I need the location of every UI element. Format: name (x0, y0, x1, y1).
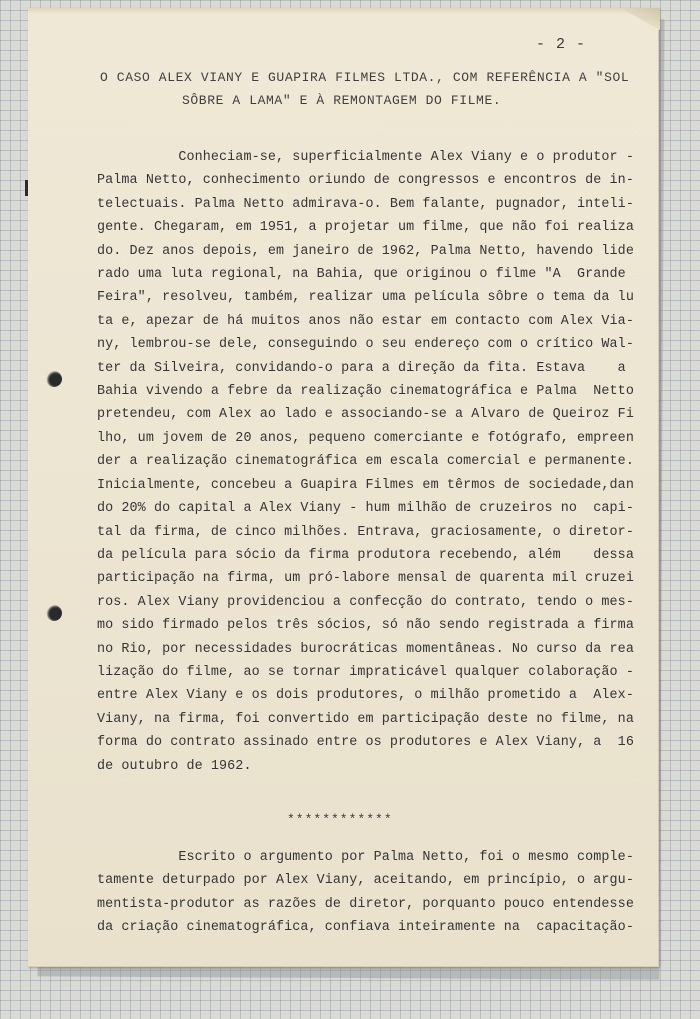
text-line: Palma Netto, conhecimento oriundo de congressos e encontros de in- (97, 173, 634, 189)
page-corner-fold (620, 8, 660, 30)
section-separator: ************ (287, 812, 393, 827)
paragraph-1 (97, 146, 634, 778)
text-line: Conheciam-se, superficialmente Alex Viany e o produtor - (97, 150, 634, 165)
text-line: Escrito o argumento por Palma Netto, foi o mesmo comple- (97, 850, 634, 865)
text-line: ros. Alex Viany providenciou a confecção do contrato, tendo o mes- (97, 594, 634, 610)
text-line: do. Dez anos depois, em janeiro de 1962, Palma Netto, havendo lide (97, 243, 634, 259)
text-line: gente. Chegaram, em 1951, a projetar um filme, que não foi realiza (97, 220, 634, 236)
text-line: Bahia vivendo a febre da realização cinematográfica e Palma Netto (97, 384, 634, 400)
text-line: lização do filme, ao se tornar impraticável qualquer colaboração - (97, 664, 634, 680)
title-line-2: SÔBRE A LAMA" E À REMONTAGEM DO FILME. (182, 93, 502, 108)
punch-hole-upper (46, 371, 62, 387)
text-line: da película para sócio da firma produtora recebendo, além dessa (97, 547, 634, 563)
text-line: tamente deturpado por Alex Viany, aceitando, em princípio, o argu- (97, 873, 634, 889)
text-line: ny, lembrou-se dele, conseguindo o seu endereço com o crítico Wal- (97, 337, 634, 353)
text-line: ter da Silveira, convidando-o para a direção da fita. Estava a (97, 360, 626, 376)
title-line-1: O CASO ALEX VIANY E GUAPIRA FILMES LTDA., COM REFERÊNCIA A "SOL (100, 70, 630, 85)
text-line: Viany, na firma, foi convertido em participação deste no filme, na (97, 711, 634, 727)
text-line: ta e, apezar de há muitos anos não estar em contacto com Alex Via- (97, 313, 634, 329)
text-line: entre Alex Viany e os dois produtores, o milhão prometido a Alex- (97, 688, 634, 704)
text-line: pretendeu, com Alex ao lado e associando-se a Alvaro de Queiroz Fi (97, 407, 634, 423)
text-line: telectuais. Palma Netto admirava-o. Bem falante, pugnador, inteli- (97, 196, 634, 212)
text-line: forma do contrato assinado entre os produtores e Alex Viany, a 16 (97, 735, 634, 751)
page-top-stain (28, 8, 658, 14)
text-line: no Rio, por necessidades burocráticas momentâneas. No curso da rea (97, 641, 634, 657)
text-line: de outubro de 1962. (97, 758, 252, 774)
text-line: Inicialmente, concebeu a Guapira Filmes em têrmos de sociedade,dan (97, 477, 634, 493)
text-line: mentista-produtor as razões de diretor, porquanto pouco entendesse (97, 896, 634, 912)
document-title (100, 66, 630, 112)
paragraph-2 (97, 846, 634, 940)
text-line: rado uma luta regional, na Bahia, que originou o filme "A Grande (97, 267, 626, 283)
left-edge-mark (25, 180, 28, 196)
text-line: do 20% do capital a Alex Viany - hum milhão de cruzeiros no capi- (97, 501, 634, 517)
text-line: da criação cinematográfica, confiava inteiramente na capacitação- (97, 920, 634, 936)
text-line: mo sido firmado pelos três sócios, só não sendo registrada a firma (97, 618, 634, 634)
text-line: tal da firma, de cinco milhões. Entrava, graciosamente, o diretor- (97, 524, 634, 540)
text-line: der a realização cinematográfica em escala comercial e permanente. (97, 454, 634, 470)
text-line: participação na firma, um pró-labore mensal de quarenta mil cruzei (97, 571, 634, 587)
text-line: Feira", resolveu, também, realizar uma película sôbre o tema da lu (97, 290, 634, 306)
text-line: lho, um jovem de 20 anos, pequeno comerciante e fotógrafo, empreen (97, 430, 634, 446)
page-number: - 2 - (536, 36, 587, 53)
punch-hole-lower (46, 605, 62, 621)
